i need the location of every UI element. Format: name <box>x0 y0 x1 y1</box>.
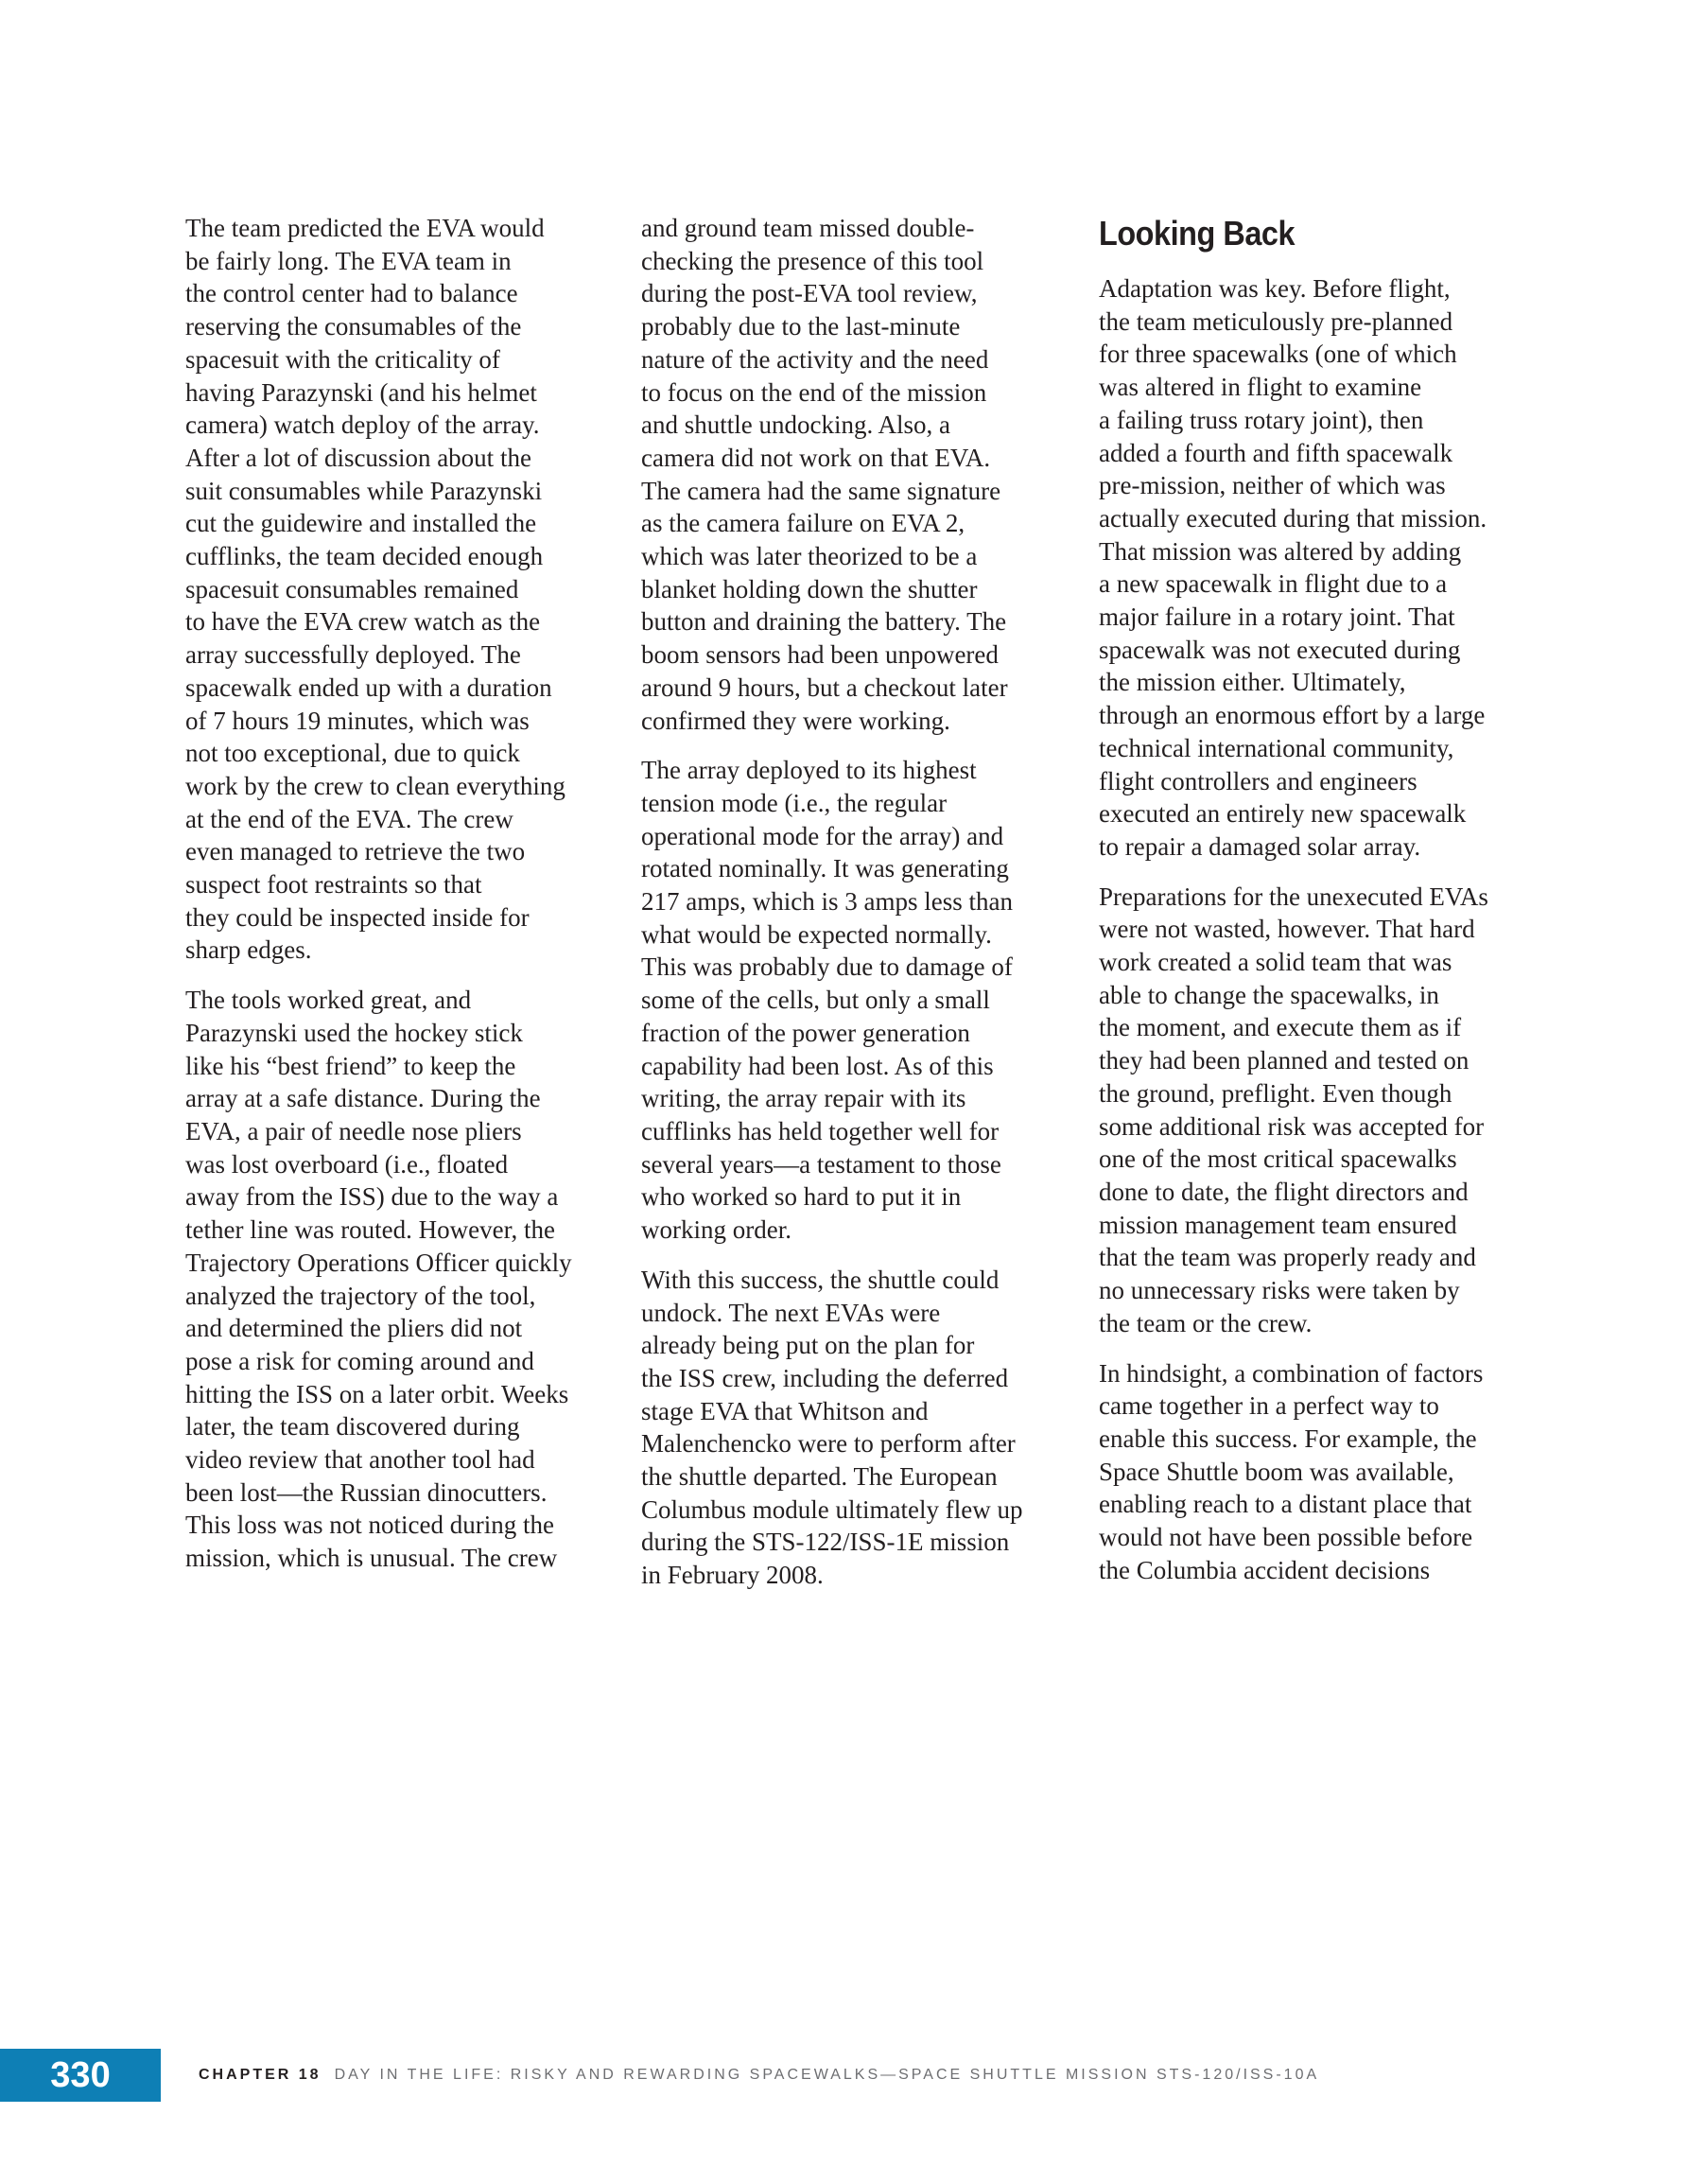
text-line: and ground team missed double- <box>641 214 975 242</box>
paragraph <box>185 984 609 1575</box>
paragraph <box>641 754 1069 1247</box>
text-line: working order. <box>641 1215 791 1245</box>
text-line: pose a risk for coming around and <box>185 1346 534 1375</box>
text-line: The team predicted the EVA would <box>185 214 545 242</box>
paragraph <box>641 212 1069 737</box>
text-line: a failing truss rotary joint), then <box>1099 405 1424 434</box>
text-line: hitting the ISS on a later orbit. Weeks <box>185 1379 569 1408</box>
text-line: the team or the crew. <box>1099 1308 1313 1337</box>
text-line: operational mode for the array) and <box>641 821 1004 850</box>
text-line: nature of the activity and the need <box>641 344 989 374</box>
text-line: added a fourth and fifth spacewalk <box>1099 438 1453 467</box>
text-line: spacesuit consumables remained <box>185 574 519 603</box>
text-line: enable this success. For example, the <box>1099 1424 1477 1453</box>
text-line: writing, the array repair with its <box>641 1084 966 1113</box>
text-line: The camera had the same signature <box>641 476 1001 505</box>
text-line: at the end of the EVA. The crew <box>185 804 513 833</box>
text-line: capability had been lost. As of this <box>641 1051 994 1080</box>
text-line: This was probably due to damage of <box>641 952 1013 982</box>
text-line: camera did not work on that EVA. <box>641 443 991 472</box>
text-line: as the camera failure on EVA 2, <box>641 509 965 538</box>
text-line: spacewalk was not executed during <box>1099 635 1461 664</box>
text-line: able to change the spacewalks, in <box>1099 980 1439 1009</box>
text-line: one of the most critical spacewalks <box>1099 1144 1457 1174</box>
text-line: be fairly long. The EVA team in <box>185 246 512 275</box>
text-line: were not wasted, however. That hard <box>1099 915 1475 944</box>
text-line: camera) watch deploy of the array. <box>185 411 540 440</box>
text-line: who worked so hard to put it in <box>641 1182 962 1212</box>
text-line: Trajectory Operations Officer quickly <box>185 1248 572 1277</box>
text-line: Parazynski used the hockey stick <box>185 1018 523 1047</box>
text-line: technical international community, <box>1099 733 1454 762</box>
text-line: the mission either. Ultimately, <box>1099 668 1406 697</box>
paragraph <box>1099 272 1526 864</box>
text-line: rotated nominally. It was generating <box>641 854 1009 883</box>
text-line: the team meticulously pre-planned <box>1099 306 1453 336</box>
text-line: executed an entirely new spacewalk <box>1099 799 1467 829</box>
text-line: After a lot of discussion about the <box>185 443 531 472</box>
text-line: not too exceptional, due to quick <box>185 739 520 768</box>
text-line: the moment, and execute them as if <box>1099 1013 1462 1042</box>
text-line: and shuttle undocking. Also, a <box>641 411 950 440</box>
text-line: tension mode (i.e., the regular <box>641 788 948 817</box>
text-line: confirmed they were working. <box>641 706 950 735</box>
text-line: that the team was properly ready and <box>1099 1243 1476 1272</box>
text-line: spacesuit with the criticality of <box>185 344 500 374</box>
text-line: boom sensors had been unpowered <box>641 640 999 670</box>
text-line: This loss was not noticed during the <box>185 1511 554 1540</box>
text-line: Columbus module ultimately flew up <box>641 1494 1023 1524</box>
text-line: during the STS-122/ISS-1E mission <box>641 1528 1010 1557</box>
text-line: some additional risk was accepted for <box>1099 1111 1485 1141</box>
paragraph <box>185 212 609 967</box>
text-line: array successfully deployed. The <box>185 640 521 670</box>
text-line: mission, which is unusual. The crew <box>185 1544 558 1573</box>
text-line: actually executed during that mission. <box>1099 503 1487 533</box>
text-line: the ISS crew, including the deferred <box>641 1363 1009 1392</box>
text-line: of 7 hours 19 minutes, which was <box>185 706 530 735</box>
text-line: fraction of the power generation <box>641 1018 970 1047</box>
text-line: Adaptation was key. Before flight, <box>1099 274 1451 303</box>
paragraph <box>641 1264 1069 1592</box>
chapter-title: DAY IN THE LIFE: RISKY AND REWARDING SPACEWALKS—SPACE SHUTTLE MISSION STS-120/ISS-10A <box>334 2067 1320 2083</box>
text-line: done to date, the flight directors and <box>1099 1177 1469 1206</box>
text-line: work created a solid team that was <box>1099 948 1452 977</box>
text-line: was altered in flight to examine <box>1099 373 1422 402</box>
text-line: Space Shuttle boom was available, <box>1099 1457 1454 1486</box>
text-line: 217 amps, which is 3 amps less than <box>641 887 1013 917</box>
text-line: major failure in a rotary joint. That <box>1099 603 1455 632</box>
text-line: The array deployed to its highest <box>641 756 977 785</box>
text-line: they had been planned and tested on <box>1099 1046 1470 1075</box>
text-line: suit consumables while Parazynski <box>185 476 543 505</box>
page-number: 330 <box>0 2049 161 2102</box>
text-line: to repair a damaged solar array. <box>1099 831 1421 861</box>
text-line: the control center had to balance <box>185 279 518 308</box>
text-line: EVA, a pair of needle nose pliers <box>185 1116 522 1145</box>
text-line: and determined the pliers did not <box>185 1314 523 1343</box>
text-line: Preparations for the unexecuted EVAs <box>1099 882 1488 911</box>
text-line: what would be expected normally. <box>641 919 992 949</box>
text-line: some of the cells, but only a small <box>641 986 990 1015</box>
text-line: the shuttle departed. The European <box>641 1462 998 1492</box>
text-line: reserving the consumables of the <box>185 312 522 341</box>
text-line: probably due to the last-minute <box>641 312 961 341</box>
text-line: That mission was altered by adding <box>1099 536 1462 566</box>
text-line: several years—a testament to those <box>641 1149 1001 1179</box>
text-line: already being put on the plan for <box>641 1331 975 1360</box>
section-heading: Looking Back <box>1099 214 1296 253</box>
text-line: cut the guidewire and installed the <box>185 509 537 538</box>
text-line: like his “best friend” to keep the <box>185 1051 516 1080</box>
text-line: spacewalk ended up with a duration <box>185 673 552 702</box>
paragraph <box>1099 1357 1526 1587</box>
text-column-3 <box>1099 212 1526 1603</box>
text-line: during the post-EVA tool review, <box>641 279 978 308</box>
chapter-label: CHAPTER 18 <box>199 2067 322 2083</box>
text-line: even managed to retrieve the two <box>185 837 526 866</box>
text-line: array at a safe distance. During the <box>185 1084 541 1113</box>
text-line: through an enormous effort by a large <box>1099 701 1486 730</box>
text-line: having Parazynski (and his helmet <box>185 377 537 407</box>
text-line: away from the ISS) due to the way a <box>185 1182 559 1212</box>
text-line: been lost—the Russian dinocutters. <box>185 1477 548 1507</box>
text-line: cufflinks, the team decided enough <box>185 542 544 571</box>
text-column-2 <box>641 212 1069 1609</box>
text-line: the Columbia accident decisions <box>1099 1555 1431 1584</box>
text-line: analyzed the trajectory of the tool, <box>185 1281 536 1310</box>
text-line: stage EVA that Whitson and <box>641 1396 929 1425</box>
text-line: The tools worked great, and <box>185 986 472 1015</box>
text-line: Malenchencko were to perform after <box>641 1429 1016 1459</box>
text-line: no unnecessary risks were taken by <box>1099 1276 1460 1305</box>
text-line: button and draining the battery. The <box>641 607 1007 637</box>
text-line: later, the team discovered during <box>185 1412 520 1441</box>
text-line: would not have been possible before <box>1099 1523 1473 1552</box>
text-line: around 9 hours, but a checkout later <box>641 673 1008 702</box>
text-line: blanket holding down the shutter <box>641 574 978 603</box>
text-line: was lost overboard (i.e., floated <box>185 1149 509 1179</box>
text-line: video review that another tool had <box>185 1445 535 1475</box>
text-column-1 <box>185 212 609 1592</box>
text-line: mission management team ensured <box>1099 1210 1457 1239</box>
text-line: came together in a perfect way to <box>1099 1391 1439 1421</box>
text-line: a new spacewalk in flight due to a <box>1099 569 1448 599</box>
text-line: sharp edges. <box>185 935 312 965</box>
text-line: flight controllers and engineers <box>1099 766 1417 795</box>
text-line: cufflinks has held together well for <box>641 1116 1000 1145</box>
paragraph <box>1099 881 1526 1340</box>
text-line: undock. The next EVAs were <box>641 1298 941 1327</box>
text-line: suspect foot restraints so that <box>185 870 482 900</box>
text-line: enabling reach to a distant place that <box>1099 1490 1472 1519</box>
text-line: which was later theorized to be a <box>641 542 978 571</box>
text-line: for three spacewalks (one of which <box>1099 340 1457 369</box>
text-line: tether line was routed. However, the <box>185 1215 556 1245</box>
text-line: checking the presence of this tool <box>641 246 984 275</box>
text-line: the ground, preflight. Even though <box>1099 1078 1452 1108</box>
running-head <box>199 2049 1319 2102</box>
text-line: In hindsight, a combination of factors <box>1099 1358 1484 1388</box>
text-line: With this success, the shuttle could <box>641 1265 1000 1294</box>
text-line: work by the crew to clean everything <box>185 771 565 800</box>
page-footer <box>0 2049 1687 2102</box>
text-line: pre-mission, neither of which was <box>1099 471 1446 500</box>
text-line: to have the EVA crew watch as the <box>185 607 541 637</box>
text-line: to focus on the end of the mission <box>641 377 987 407</box>
text-line: in February 2008. <box>641 1561 824 1590</box>
text-line: they could be inspected inside for <box>185 902 530 932</box>
